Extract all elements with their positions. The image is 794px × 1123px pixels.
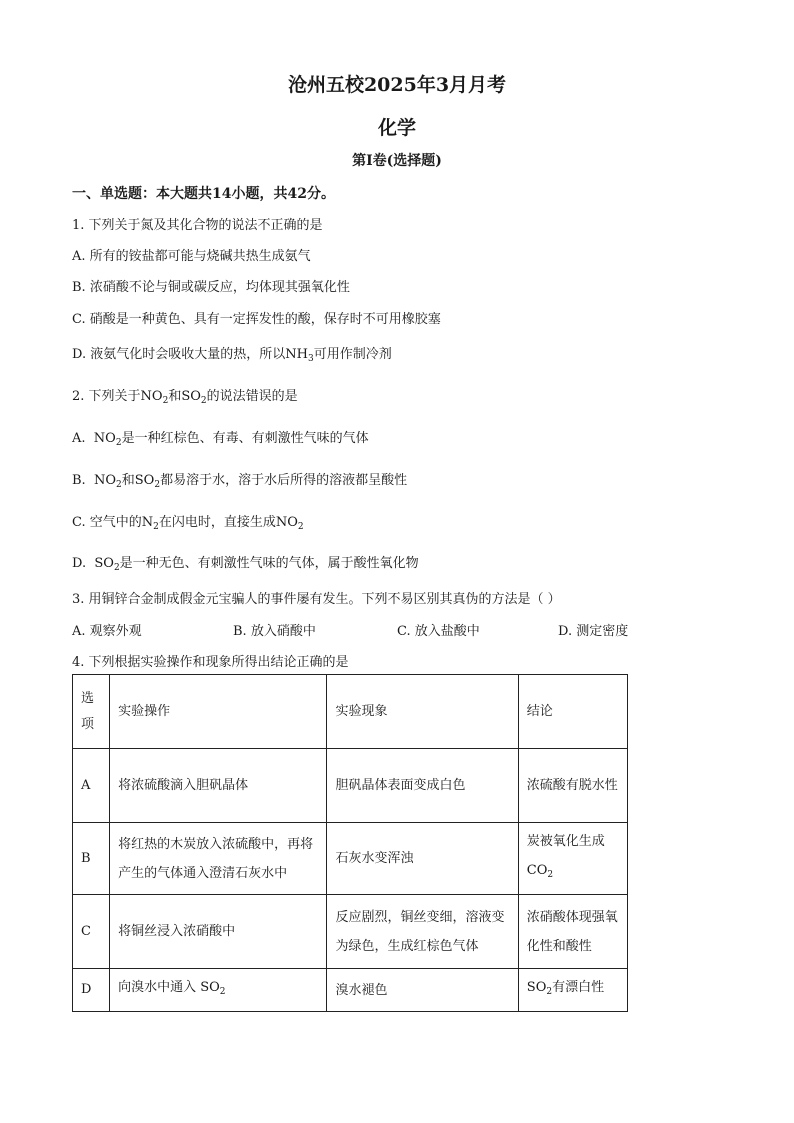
row-phenomenon: 反应剧烈，铜丝变细，溶液变为绿色，生成红棕色气体 <box>327 895 518 969</box>
row-option: D <box>73 969 110 1012</box>
subject-title: 化学 <box>377 117 416 139</box>
q2-stem: 2. 下列关于$NO_2$和$SO_2$的说法错误的是 <box>72 389 298 406</box>
exam-title: 沧州五校2025年3月月考 <box>287 74 507 96</box>
row-operation: 将铜丝浸入浓硝酸中 <box>110 895 327 969</box>
q1-option-c: C. 硝酸是一种黄色、具有一定挥发性的酸，保存时不可用橡胶塞 <box>72 312 441 327</box>
header-operation: 实验操作 <box>110 675 327 749</box>
row-conclusion: $SO_2$有漂白性 <box>518 969 627 1012</box>
row-conclusion: 浓硫酸有脱水性 <box>518 749 627 823</box>
q1-option-b: B. 浓硝酸不论与铜或碳反应，均体现其强氧化性 <box>72 280 350 295</box>
row-operation: 将红热的木炭放入浓硫酸中，再将产生的气体通入澄清石灰水中 <box>110 823 327 895</box>
row-conclusion: 浓硝酸体现强氧化性和酸性 <box>518 895 627 969</box>
q3-option-a: A. 观察外观 <box>72 624 142 639</box>
row-operation: 将浓硫酸滴入胆矾晶体 <box>110 749 327 823</box>
q4-stem: 4. 下列根据实验操作和现象所得出结论正确的是 <box>72 655 349 670</box>
experiment-table <box>72 674 628 1012</box>
table-row <box>73 749 628 823</box>
row-phenomenon: 胆矾晶体表面变成白色 <box>327 749 518 823</box>
header-phenomenon: 实验现象 <box>327 675 518 749</box>
header-option: 选项 <box>73 675 110 749</box>
q2-option-a: A. $NO_2$是一种红棕色、有毒、有刺激性气味的气体 <box>72 431 369 448</box>
q1-stem: 1. 下列关于氮及其化合物的说法不正确的是 <box>72 218 323 233</box>
row-operation: 向溴水中通入 $SO_2$ <box>110 969 327 1012</box>
row-option: A <box>73 749 110 823</box>
q2-option-b: B. $NO_2$和$SO_2$都易溶于水，溶于水后所得的溶液都呈酸性 <box>72 473 408 490</box>
q1-option-a: A. 所有的铵盐都可能与烧碱共热生成氨气 <box>72 249 311 264</box>
q3-option-b: B. 放入硝酸中 <box>233 624 316 639</box>
q2-option-d: D. $SO_2$是一种无色、有刺激性气味的气体，属于酸性氧化物 <box>72 556 419 573</box>
row-conclusion: 炭被氧化生成$CO_2$ <box>518 823 627 895</box>
row-phenomenon: 溴水褪色 <box>327 969 518 1012</box>
table-row <box>73 823 628 895</box>
table-row <box>73 895 628 969</box>
q3-option-c: C. 放入盐酸中 <box>397 624 480 639</box>
section-heading: 一、单选题：本大题共14小题，共42分。 <box>72 186 335 202</box>
table-row <box>73 969 628 1012</box>
table-header-row <box>73 675 628 749</box>
q1-option-d: D. 液氨气化时会吸收大量的热，所以$NH_3$可用作制冷剂 <box>72 347 392 364</box>
q3-stem: 3. 用铜锌合金制成假金元宝骗人的事件屡有发生。下列不易区别其真伪的方法是（ ） <box>72 592 561 607</box>
header-conclusion: 结论 <box>518 675 627 749</box>
row-phenomenon: 石灰水变浑浊 <box>327 823 518 895</box>
row-option: B <box>73 823 110 895</box>
row-option: C <box>73 895 110 969</box>
volume-title: 第I卷(选择题) <box>352 153 442 169</box>
q2-option-c: C. 空气中的$N_2$在闪电时，直接生成$NO_2$ <box>72 515 304 532</box>
q3-option-d: D. 测定密度 <box>558 624 629 639</box>
